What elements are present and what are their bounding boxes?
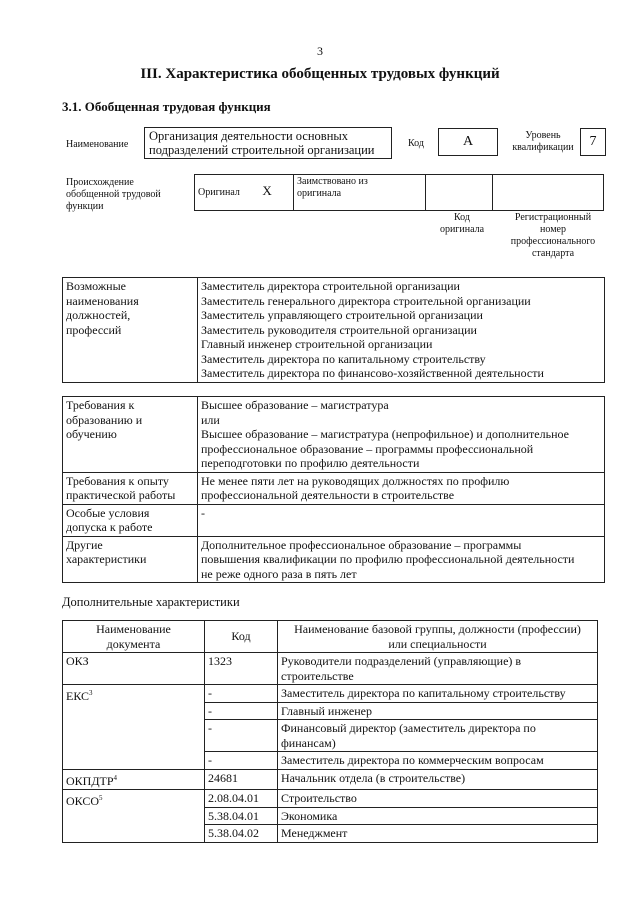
requirement-row-education bbox=[63, 397, 605, 473]
requirement-value-line: не реже одного раза в пять лет bbox=[201, 566, 357, 581]
level-label-line1: Уровень bbox=[525, 130, 561, 141]
eks-code: - bbox=[205, 720, 278, 752]
position-item: Главный инженер строительной организации bbox=[201, 337, 433, 351]
positions-label-line1: Возможные bbox=[66, 279, 126, 293]
additional-table bbox=[62, 620, 598, 843]
col-document-header bbox=[63, 621, 205, 653]
okz-name-line2: строительстве bbox=[281, 668, 354, 683]
requirement-label-line: Требования к опыту bbox=[66, 473, 169, 488]
eks-name-line: Финансовый директор (заместитель директора по bbox=[281, 721, 536, 735]
requirement-label-line: характеристики bbox=[66, 552, 147, 566]
eks-name: Главный инженер bbox=[278, 702, 598, 720]
original-label: Оригинал bbox=[198, 187, 240, 199]
code-original-line2: оригинала bbox=[439, 224, 485, 235]
position-item: Заместитель управляющего строительной организации bbox=[201, 308, 483, 322]
eks-name: Заместитель директора по капитальному строительству bbox=[278, 685, 598, 703]
okso-code: 2.08.04.01 bbox=[205, 790, 278, 808]
borrowed-line2: оригинала bbox=[297, 188, 342, 199]
requirement-value bbox=[198, 472, 605, 504]
eks-doc bbox=[63, 685, 205, 770]
reg-line4: стандарта bbox=[531, 248, 575, 259]
okso-code: 5.38.04.02 bbox=[205, 825, 278, 843]
requirement-value-line: Высшее образование – магистратура (непрофильное) и дополнительное bbox=[201, 427, 569, 441]
origin-original-cell bbox=[195, 175, 294, 211]
requirement-value-line: - bbox=[201, 505, 205, 520]
position-item: Заместитель директора строительной организации bbox=[201, 279, 460, 293]
requirement-label-line: допуска к работе bbox=[66, 520, 153, 534]
origin-table bbox=[194, 174, 604, 211]
page-number: 3 bbox=[317, 44, 323, 58]
borrowed-line1: Заимствовано из bbox=[297, 176, 368, 187]
code-label: Код bbox=[408, 138, 424, 149]
eks-doc-text: ЕКС bbox=[66, 689, 90, 703]
okz-name bbox=[278, 653, 598, 685]
origin-label-line2: обобщенной трудовой bbox=[66, 189, 161, 200]
okso-name: Экономика bbox=[278, 807, 598, 825]
reg-line1: Регистрационный bbox=[514, 212, 592, 223]
code-original-line1: Код bbox=[454, 212, 470, 223]
col-code-header: Код bbox=[205, 621, 278, 653]
requirement-value bbox=[198, 504, 605, 536]
requirement-row-special bbox=[63, 504, 605, 536]
table-row-okpdtr bbox=[63, 769, 598, 790]
requirement-value-line: или bbox=[201, 412, 220, 427]
eks-code: - bbox=[205, 702, 278, 720]
additional-heading: Дополнительные характеристики bbox=[62, 595, 240, 609]
positions-label-cell bbox=[63, 278, 198, 383]
eks-name: Заместитель директора по коммерческим вопросам bbox=[278, 752, 598, 770]
requirement-row-experience bbox=[63, 472, 605, 504]
requirement-value-line: Не менее пяти лет на руководящих должностях по профилю bbox=[201, 473, 510, 488]
okso-footnote: 5 bbox=[99, 794, 103, 802]
requirement-value-line: переподготовки по профилю деятельности bbox=[201, 456, 420, 470]
col-name-line2: или специальности bbox=[388, 636, 487, 651]
okso-name: Менеджмент bbox=[278, 825, 598, 843]
requirement-label bbox=[63, 536, 198, 583]
requirement-label-line: обучению bbox=[66, 427, 117, 441]
name-label: Наименование bbox=[66, 139, 129, 150]
requirement-value bbox=[198, 536, 605, 583]
level-value: 7 bbox=[580, 128, 606, 156]
reg-number-caption bbox=[498, 212, 608, 260]
okso-doc bbox=[63, 790, 205, 843]
eks-name bbox=[278, 720, 598, 752]
position-item: Заместитель генерального директора строительной организации bbox=[201, 293, 531, 308]
origin-reg-cell bbox=[493, 175, 604, 211]
requirement-label-line: Другие bbox=[66, 537, 103, 552]
requirement-label bbox=[63, 472, 198, 504]
reg-line2: номер bbox=[540, 224, 566, 235]
requirement-row-other bbox=[63, 536, 605, 583]
okpdtr-doc bbox=[63, 769, 205, 790]
position-item: Заместитель директора по капитальному строительству bbox=[201, 351, 486, 366]
requirement-value-line: повышения квалификации по профилю профессиональной деятельности bbox=[201, 552, 575, 566]
positions-label-line4: профессий bbox=[66, 322, 122, 337]
eks-name-line: финансам) bbox=[281, 735, 336, 750]
requirement-label-line: Особые условия bbox=[66, 505, 150, 520]
requirement-label-line: практической работы bbox=[66, 488, 176, 502]
col-document-line2: документа bbox=[106, 636, 161, 651]
subsection-title: 3.1. Обобщенная трудовая функция bbox=[62, 99, 271, 114]
col-document-line1: Наименование bbox=[96, 622, 171, 636]
okz-code: 1323 bbox=[205, 653, 278, 685]
requirement-value-line: профессиональное образование – программы профессиональной bbox=[201, 441, 534, 456]
position-item: Заместитель руководителя строительной организации bbox=[201, 322, 477, 337]
level-label-line2: квалификации bbox=[512, 142, 574, 153]
col-name-line1: Наименование базовой группы, должности (профессии) bbox=[294, 622, 581, 636]
requirements-table bbox=[62, 396, 605, 583]
requirement-label bbox=[63, 397, 198, 473]
okz-name-line1: Руководители подразделений (управляющие) в bbox=[281, 654, 522, 668]
eks-code: - bbox=[205, 685, 278, 703]
code-value: А bbox=[438, 128, 498, 156]
function-name-line2: подразделений строительной организации bbox=[149, 143, 375, 157]
code-original-caption bbox=[430, 212, 494, 236]
requirement-label-line: образованию и bbox=[66, 412, 143, 427]
origin-label-line3: функции bbox=[66, 201, 104, 212]
table-row-okz bbox=[63, 653, 598, 685]
level-label bbox=[512, 130, 574, 154]
okpdtr-name: Начальник отдела (в строительстве) bbox=[278, 769, 598, 790]
table-row-eks bbox=[63, 685, 598, 703]
origin-code-cell bbox=[426, 175, 493, 211]
okso-name: Строительство bbox=[278, 790, 598, 808]
function-name-line1: Организация деятельности основных bbox=[149, 129, 349, 143]
positions-label-line3: должностей, bbox=[66, 308, 131, 322]
requirement-value-line: профессиональной деятельности в строительстве bbox=[201, 488, 455, 502]
requirement-label-line: Требования к bbox=[66, 398, 135, 412]
additional-header-row bbox=[63, 621, 598, 653]
positions-list-cell bbox=[198, 278, 605, 383]
original-mark: X bbox=[262, 183, 272, 199]
origin-label bbox=[66, 177, 161, 213]
okso-code: 5.38.04.01 bbox=[205, 807, 278, 825]
section-title: III. Характеристика обобщенных трудовых функций bbox=[140, 66, 500, 82]
table-row-okso bbox=[63, 790, 598, 808]
origin-borrowed-cell bbox=[294, 175, 426, 211]
okpdtr-doc-text: ОКПДТР bbox=[66, 773, 114, 788]
function-name-box bbox=[144, 127, 392, 159]
reg-line3: профессионального bbox=[510, 236, 596, 247]
okso-doc-text: ОКСО bbox=[66, 794, 100, 808]
eks-code: - bbox=[205, 752, 278, 770]
okpdtr-footnote: 4 bbox=[113, 773, 118, 782]
requirement-value-line: Дополнительное профессиональное образование – программы bbox=[201, 537, 522, 552]
positions-label-line2: наименования bbox=[66, 293, 139, 308]
position-item: Заместитель директора по финансово-хозяйственной деятельности bbox=[201, 366, 544, 380]
okz-doc: ОКЗ bbox=[63, 653, 205, 685]
col-name-header bbox=[278, 621, 598, 653]
origin-label-line1: Происхождение bbox=[66, 177, 134, 188]
positions-table bbox=[62, 277, 605, 383]
eks-footnote: 3 bbox=[89, 689, 93, 697]
requirement-value bbox=[198, 397, 605, 473]
okpdtr-code: 24681 bbox=[205, 769, 278, 790]
requirement-value-line: Высшее образование – магистратура bbox=[201, 398, 389, 412]
requirement-label bbox=[63, 504, 198, 536]
